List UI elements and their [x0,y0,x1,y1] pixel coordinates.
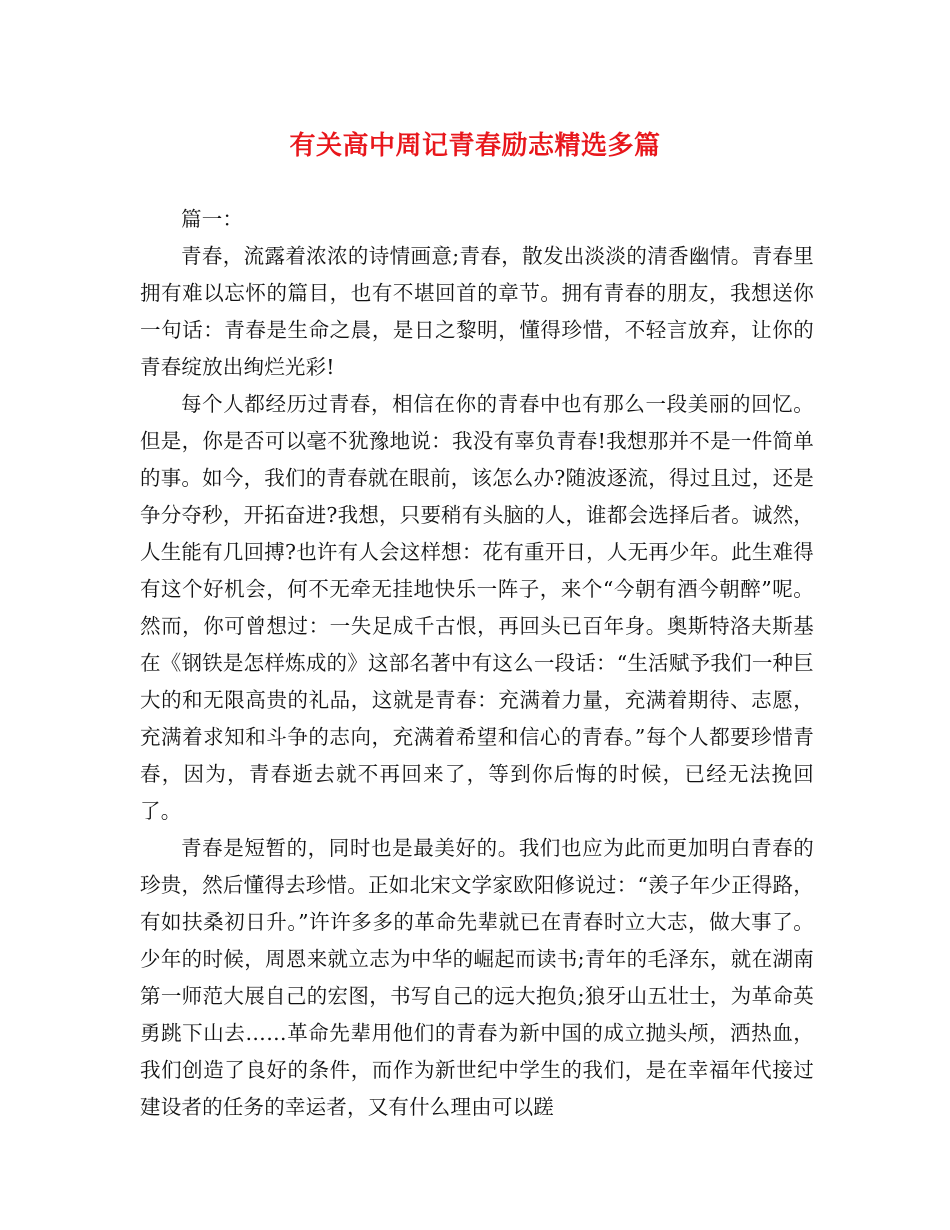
document-body [140,201,814,1126]
section-heading: 篇一： [181,207,244,231]
paragraph-3: 青春是短暂的，同时也是最美好的。我们也应为此而更加明白青春的珍贵，然后懂得去珍惜。正如北宋文学家欧阳修说过：“羡子年少正得路，有如扶桑初日升。”许许多多的革命先辈就已在青春时立大志，做大事了。少年的时候，周恩来就立志为中华的崛起而读书;青年的毛泽东，就在湖南第一师范大展自己的宏图，书写自己的远大抱负;狼牙山五壮士，为革命英勇跳下山去……革命先辈用他们的青春为新中国的成立抛头颅，洒热血，我们创造了良好的条件，而作为新世纪中学生的我们，是在幸福年代接过建设者的任务的幸运者，又有什么理由可以蹉 [140,836,814,1119]
paragraph-1: 青春，流露着浓浓的诗情画意;青春，散发出淡淡的清香幽情。青春里拥有难以忘怀的篇目，也有不堪回首的章节。拥有青春的朋友，我想送你一句话：青春是生命之晨，是日之黎明，懂得珍惜，不轻言放弃，让你的青春绽放出绚烂光彩! [140,244,814,379]
document-title: 有关高中周记青春励志精选多篇 [289,131,661,161]
paragraph-2: 每个人都经历过青春，相信在你的青春中也有那么一段美丽的回忆。但是，你是否可以毫不犹豫地说：我没有辜负青春!我想那并不是一件简单的事。如今，我们的青春就在眼前，该怎么办?随波逐流，得过且过，还是争分夺秒，开拓奋进?我想，只要稍有头脑的人，谁都会选择后者。诚然，人生能有几回搏?也许有人会这样想：花有重开日，人无再少年。此生难得有这个好机会，何不无牵无挂地快乐一阵子，来个“今朝有酒今朝醉”呢。然而，你可曾想过：一失足成千古恨，再回头已百年身。奥斯特洛夫斯基在《钢铁是怎样炼成的》这部名著中有这么一段话：“生活赋予我们一种巨大的和无限高贵的礼品，这就是青春：充满着力量，充满着期待、志愿，充满着求知和斗争的志向，充满着希望和信心的青春。”每个人都要珍惜青春，因为，青春逝去就不再回来了，等到你后悔的时候，已经无法挽回了。 [140,392,814,823]
